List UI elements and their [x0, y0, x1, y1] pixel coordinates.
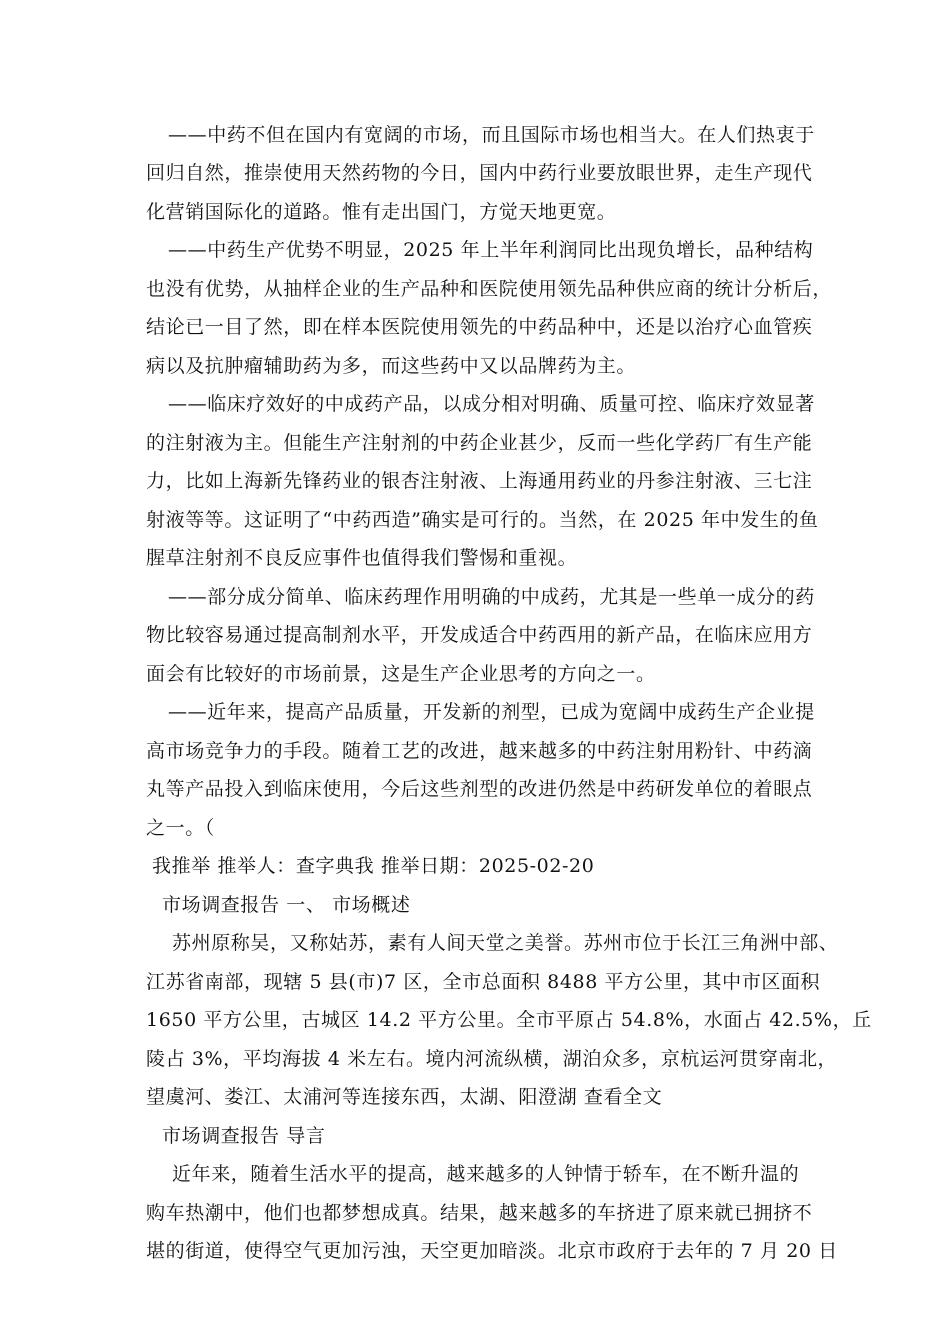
text-line: 化营销国际化的道路。惟有走出国门，方觉天地更宽。	[146, 201, 617, 223]
text-line: 射液等等。这证明了“中药西造”确实是可行的。当然，在 2025 年中发生的鱼	[146, 509, 819, 531]
text-line: 高市场竞争力的手段。随着工艺的改进，越来越多的中药注射用粉针、中药滴	[146, 740, 813, 762]
text-line: 近年来，随着生活水平的提高，越来越多的人钟情于轿车，在不断升温的	[172, 1163, 800, 1185]
text-line: 面会有比较好的市场前景，这是生产企业思考的方向之一。	[146, 663, 656, 685]
text-line: ——部分成分简单、临床药理作用明确的中成药，尤其是一些单一成分的药	[168, 586, 815, 608]
text-line: 结论已一目了然，即在样本医院使用领先的中药品种中，还是以治疗心血管疾	[146, 316, 813, 338]
section-heading: 市场调查报告 导言	[162, 1125, 326, 1147]
section-heading: 市场调查报告 一、 市场概述	[162, 894, 411, 916]
text-line: ——近年来，提高产品质量，开发新的剂型，已成为宽阔中成药生产企业提	[168, 701, 815, 723]
text-line: ——中药不但在国内有宽阔的市场，而且国际市场也相当大。在人们热衷于	[168, 124, 815, 146]
text-line: 的注射液为主。但能生产注射剂的中药企业甚少，反而一些化学药厂有生产能	[146, 432, 813, 454]
text-line: 力，比如上海新先锋药业的银杏注射液、上海通用药业的丹参注射液、三七注	[146, 470, 813, 492]
text-line: ——临床疗效好的中成药产品，以成分相对明确、质量可控、临床疗效显著	[168, 393, 815, 415]
text-line: 腥草注射剂不良反应事件也值得我们警惕和重视。	[146, 547, 578, 569]
text-line: 购车热潮中，他们也都梦想成真。结果，越来越多的车挤进了原来就已拥挤不	[146, 1202, 813, 1224]
text-line: 1650 平方公里，古城区 14.2 平方公里。全市平原占 54.8%，水面占 42.5%，丘	[146, 1009, 872, 1031]
text-line: 江苏省南部，现辖 5 县(市)7 区，全市总面积 8488 平方公里，其中市区面积	[146, 971, 821, 993]
text-line: 之一。（	[146, 817, 215, 839]
text-line: 堪的街道，使得空气更加污浊，天空更加暗淡。北京市政府于去年的 7 月 20 日	[146, 1240, 838, 1262]
text-line: 陵占 3%，平均海拔 4 米左右。境内河流纵横，湖泊众多，京杭运河贯穿南北，	[146, 1048, 838, 1070]
text-line: ——中药生产优势不明显，2025 年上半年利润同比出现负增长，品种结构	[168, 239, 814, 261]
text-line: 回归自然，推崇使用天然药物的今日，国内中药行业要放眼世界，走生产现代	[146, 162, 813, 184]
text-line: 丸等产品投入到临床使用，今后这些剂型的改进仍然是中药研发单位的着眼点	[146, 778, 813, 800]
text-line: 物比较容易通过提高制剂水平，开发成适合中药西用的新产品，在临床应用方	[146, 624, 813, 646]
text-line: 望虞河、娄江、太浦河等连接东西，太湖、阳澄湖 查看全文	[146, 1086, 663, 1108]
text-line: 苏州原称吴，又称姑苏，素有人间天堂之美誉。苏州市位于长江三角洲中部、	[172, 932, 839, 954]
text-line: 也没有优势，从抽样企业的生产品种和医院使用领先品种供应商的统计分析后，	[146, 278, 833, 300]
recommend-line: 我推举 推举人：查字典我 推举日期：2025-02-20	[152, 855, 595, 877]
text-line: 病以及抗肿瘤辅助药为多，而这些药中又以品牌药为主。	[146, 355, 637, 377]
